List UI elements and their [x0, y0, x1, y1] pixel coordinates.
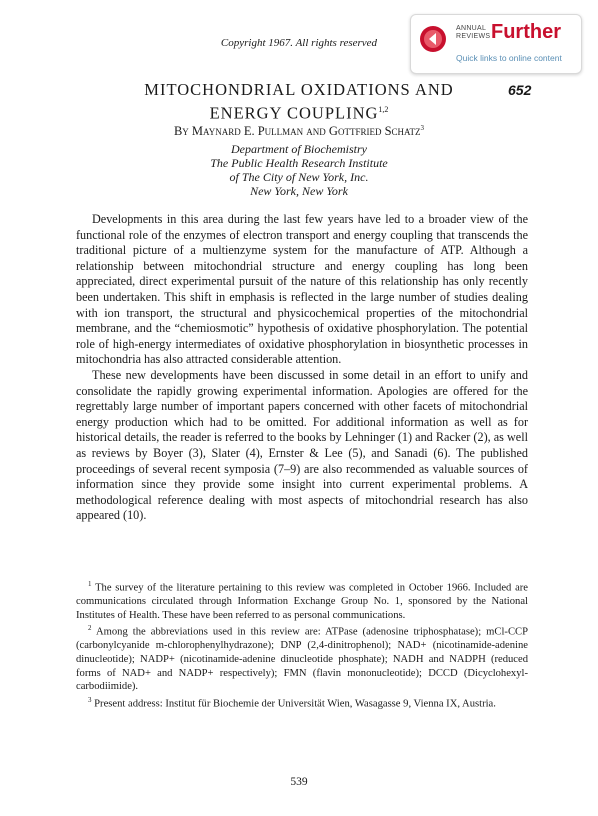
banner-tagline[interactable]: Quick links to online content [456, 53, 562, 63]
footnotes [76, 578, 528, 711]
body-text [76, 212, 528, 524]
copyright-notice: Copyright 1967. All rights reserved [220, 37, 378, 49]
title-line-1: MITOCHONDRIAL OXIDATIONS AND [144, 80, 454, 99]
footnote-1-mark: 1 [88, 580, 92, 588]
footnote-2-mark: 2 [88, 624, 92, 633]
title-line-2: ENERGY COUPLING$^{1,2}$ [209, 103, 389, 123]
footnote-3: $^3$ Present address: Institut für Biochemie der Universität Wien, Wasagasse 9, Vienna IX, Austria. [88, 695, 496, 710]
body-paragraph-1: Developments in this area during the last few years have led to a broader view of the functional role of the enzymes of electron transport and energy coupling that transcends the traditional picture of a multienzyme system for the manufacture of ATP. Although a relationship between mitochondrial structure and energy coupling has long been appreciated, direct experimental pursuit of the nature of this relationship has only recently been undertaken. This shift in emphasis is reflected in the large number of studies dealing with ion transport, the structural and physicochemical properties of the mitochondrial membrane, and the “chemiosmotic” hypothesis of oxidative phosphorylation. The potential role of high-energy intermediates of oxidative phosphorylation in biosynthetic processes in mitochondria has also attracted considerable attention. [76, 212, 528, 367]
and-label: and [306, 124, 326, 139]
article-title [0, 80, 598, 124]
footnote-2: $^2$ Among the abbreviations used in this review are: ATPase (adenosine triphosphatase); mCl-CCP (carbonylcyanide m-chlorophenylhydrazone); DNP (2,4-dinitrophenol); NAD+ (nicotinamide-adenine dinucleotide); NADP+ (nicotinamide-adenine dinucleotide phosphate); NADH and NADPH (reduced forms of NAD+ and NADP+ respectively); FMN (flavin mononucleotide); DCCD (Dicyclohexyl-carbodiimide). [76, 624, 528, 693]
title-footnote-mark: 1,2 [378, 105, 389, 114]
affiliation-line-4: New York, New York [250, 184, 348, 198]
banner-annual-reviews-label: ANNUAL REVIEWS [456, 25, 491, 40]
author-footnote-mark: 3 [420, 124, 425, 132]
affiliation-line-1: Department of Biochemistry [231, 142, 367, 156]
page-folio: 539 [290, 776, 308, 788]
by-label: By [173, 124, 189, 139]
author-line [0, 124, 598, 139]
page-number: 652 [508, 82, 532, 98]
affiliation-line-3: of The City of New York, Inc. [229, 170, 369, 184]
arrow-circle-icon [419, 25, 447, 53]
affiliation [0, 142, 598, 198]
author-2: Gottfried Schatz [328, 124, 421, 139]
banner-further-label: Further [491, 21, 561, 43]
footnote-1: $^1$ The survey of the literature pertaining to this review was completed in October 1966. Included are communications circulated through Information Exchange Group No. 1, sponsored by the National Institutes of Health. These have been referred to as personal communications. [76, 580, 528, 621]
author-1: Maynard E. Pullman [191, 124, 304, 139]
body-paragraph-2: These new developments have been discussed in some detail in an effort to unify and consolidate the rapidly growing experimental information. Apologies are offered for the regrettably large number of important papers concerned with other facets of mitochondrial energy production which had to be omitted. For additional information as well as for historical details, the reader is referred to the books by Lehninger (1) and Racker (2), as well as reviews by Boyer (3), Slater (4), Ernster & Lee (5), and Sanadi (6). The published proceedings of several recent symposia (7–9) are also recommended as valuable sources of information since they provide some insight into current experimental problems. A methodological reference dealing with most aspects of mitochondrial research has also appeared (10). [76, 367, 528, 523]
affiliation-line-2: The Public Health Research Institute [210, 156, 388, 170]
annual-reviews-further-banner[interactable] [410, 14, 582, 74]
footnote-3-mark: 3 [88, 695, 92, 704]
